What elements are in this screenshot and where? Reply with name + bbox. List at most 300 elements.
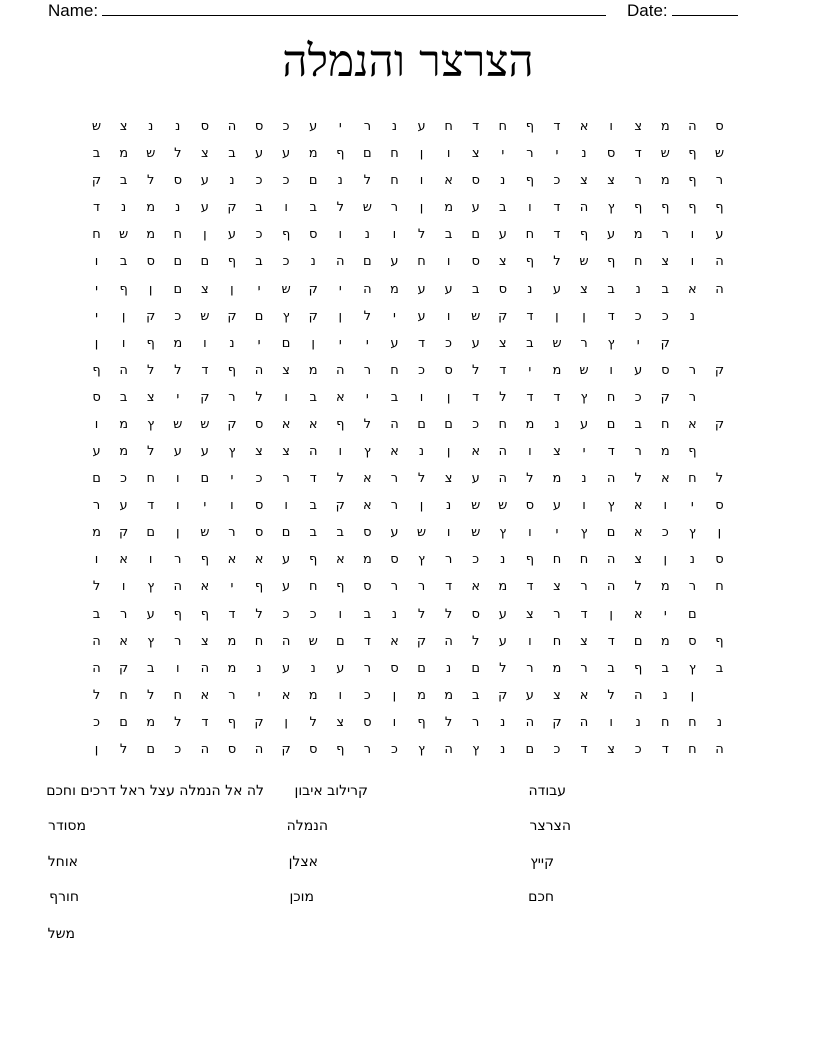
grid-letter: ץ bbox=[363, 444, 371, 460]
grid-letter: ל bbox=[147, 444, 155, 460]
grid-letter: ר bbox=[174, 633, 182, 649]
grid-letter: ן bbox=[392, 687, 397, 703]
grid-letter: א bbox=[308, 416, 318, 432]
grid-letter: ע bbox=[119, 498, 128, 514]
grid-letter: ד bbox=[526, 389, 534, 405]
grid-letter: ה bbox=[715, 281, 724, 297]
grid-letter: ד bbox=[417, 335, 426, 351]
grid-letter: נ bbox=[175, 119, 181, 135]
grid-letter: ש bbox=[200, 416, 210, 432]
grid-letter: ס bbox=[525, 498, 535, 514]
grid-letter: ם bbox=[606, 525, 616, 541]
grid-letter: ח bbox=[308, 579, 318, 595]
grid-letter: א bbox=[633, 498, 643, 514]
grid-letter: א bbox=[688, 416, 697, 432]
grid-letter: ף bbox=[227, 714, 237, 730]
grid-letter: כ bbox=[418, 362, 425, 378]
word-list-item: עבודה bbox=[528, 783, 566, 799]
grid-letter: צ bbox=[444, 471, 453, 487]
grid-letter: ף bbox=[417, 714, 426, 730]
grid-letter: ר bbox=[634, 173, 642, 189]
grid-letter: ל bbox=[444, 714, 453, 730]
grid-letter: ה bbox=[363, 281, 372, 297]
grid-letter: נ bbox=[364, 227, 370, 243]
grid-letter: ו bbox=[446, 308, 451, 324]
grid-letter: צ bbox=[119, 119, 128, 135]
grid-letter: י bbox=[501, 146, 505, 162]
word-list-item: קרילוב איבון bbox=[294, 783, 368, 799]
grid-letter: ק bbox=[714, 362, 725, 378]
grid-letter: ד bbox=[228, 606, 236, 622]
grid-letter: ח bbox=[688, 471, 697, 487]
grid-letter: ה bbox=[281, 633, 291, 649]
grid-letter: ע bbox=[282, 579, 291, 595]
grid-letter: ן bbox=[148, 281, 153, 297]
grid-letter: ם bbox=[363, 254, 372, 270]
grid-letter: ר bbox=[526, 146, 534, 162]
grid-letter: ו bbox=[690, 254, 695, 270]
grid-letter: ל bbox=[363, 173, 372, 189]
grid-letter: ח bbox=[417, 254, 426, 270]
grid-letter: ף bbox=[579, 227, 589, 243]
grid-letter: ף bbox=[606, 254, 616, 270]
grid-letter: ס bbox=[363, 525, 372, 541]
grid-letter: ם bbox=[417, 660, 426, 676]
grid-letter: מ bbox=[633, 227, 643, 243]
name-field bbox=[48, 0, 606, 21]
grid-letter: ס bbox=[688, 633, 697, 649]
grid-letter: נ bbox=[418, 444, 425, 460]
grid-letter: ה bbox=[200, 741, 210, 757]
grid-letter: ע bbox=[227, 227, 237, 243]
grid-letter: ב bbox=[499, 200, 507, 216]
grid-letter: ם bbox=[471, 227, 481, 243]
grid-letter: ס bbox=[498, 281, 507, 297]
grid-letter: ע bbox=[282, 146, 291, 162]
word-list-item: אוחל bbox=[47, 854, 78, 870]
grid-letter: ס bbox=[200, 119, 210, 135]
word-list-item: משל bbox=[47, 926, 75, 942]
grid-letter: מ bbox=[660, 633, 670, 649]
grid-letter: צ bbox=[553, 444, 561, 460]
grid-letter: ב bbox=[309, 498, 317, 514]
grid-letter: ה bbox=[444, 633, 453, 649]
grid-letter: ף bbox=[634, 200, 643, 216]
grid-letter: ע bbox=[607, 227, 616, 243]
grid-letter: ר bbox=[363, 741, 372, 757]
grid-letter: ו bbox=[609, 714, 613, 730]
grid-letter: ל bbox=[309, 714, 317, 730]
grid-letter: ש bbox=[552, 335, 562, 351]
grid-letter: כ bbox=[309, 606, 317, 622]
grid-letter: ב bbox=[634, 416, 642, 432]
grid-letter: ס bbox=[173, 173, 182, 189]
grid-letter: ב bbox=[119, 173, 128, 189]
grid-letter: ב bbox=[309, 200, 317, 216]
grid-letter: ס bbox=[92, 389, 101, 405]
grid-letter: ל bbox=[363, 416, 372, 432]
grid-letter: ל bbox=[634, 471, 642, 487]
grid-letter: ב bbox=[526, 335, 534, 351]
grid-letter: ה bbox=[525, 714, 535, 730]
grid-letter: ף bbox=[525, 552, 535, 568]
grid-letter: ח bbox=[390, 362, 399, 378]
grid-letter: ס bbox=[308, 741, 318, 757]
grid-letter: א bbox=[119, 552, 128, 568]
grid-letter: ס bbox=[254, 416, 264, 432]
grid-letter: צ bbox=[553, 687, 561, 703]
grid-letter: ל bbox=[472, 362, 480, 378]
grid-letter: ש bbox=[471, 498, 481, 514]
word-list-item: מסודר bbox=[48, 818, 86, 834]
grid-letter: ע bbox=[417, 281, 426, 297]
grid-letter: מ bbox=[362, 552, 372, 568]
grid-letter: מ bbox=[498, 579, 508, 595]
grid-letter: כ bbox=[282, 119, 290, 135]
grid-letter: ו bbox=[446, 254, 451, 270]
grid-letter: ע bbox=[146, 606, 155, 622]
grid-letter: נ bbox=[446, 660, 452, 676]
grid-letter: ה bbox=[336, 254, 345, 270]
grid-letter: ו bbox=[609, 119, 613, 135]
grid-letter: ע bbox=[444, 281, 453, 297]
grid-letter: ב bbox=[444, 227, 453, 243]
grid-letter: ם bbox=[363, 146, 372, 162]
grid-letter: ח bbox=[552, 552, 562, 568]
date-blank-line bbox=[672, 0, 738, 16]
grid-letter: י bbox=[95, 308, 98, 324]
grid-letter: ו bbox=[284, 498, 288, 514]
grid-letter: נ bbox=[662, 687, 668, 703]
grid-letter: ו bbox=[582, 498, 586, 514]
grid-letter: ח bbox=[390, 173, 399, 189]
grid-letter: ר bbox=[390, 579, 399, 595]
grid-letter: ו bbox=[663, 498, 668, 514]
grid-letter: ף bbox=[634, 660, 643, 676]
grid-letter: י bbox=[582, 444, 586, 460]
grid-letter: ב bbox=[607, 660, 615, 676]
grid-letter: ה bbox=[336, 362, 345, 378]
grid-letter: צ bbox=[282, 444, 290, 460]
grid-letter: כ bbox=[472, 416, 480, 432]
grid-letter: ד bbox=[553, 389, 561, 405]
grid-letter: א bbox=[200, 579, 210, 595]
grid-letter: ם bbox=[146, 741, 156, 757]
grid-letter: י bbox=[365, 335, 369, 351]
grid-letter: ר bbox=[282, 471, 290, 487]
grid-letter: צ bbox=[255, 444, 263, 460]
grid-letter: מ bbox=[660, 173, 670, 189]
grid-letter: צ bbox=[634, 119, 643, 135]
grid-letter: ק bbox=[335, 498, 345, 514]
grid-letter: א bbox=[200, 687, 210, 703]
grid-letter: ר bbox=[715, 173, 724, 189]
grid-letter: ק bbox=[119, 525, 129, 541]
grid-letter: ע bbox=[417, 119, 426, 135]
grid-letter: ר bbox=[634, 444, 642, 460]
grid-letter: ן bbox=[94, 741, 99, 757]
grid-letter: ח bbox=[146, 471, 155, 487]
grid-letter: נ bbox=[500, 741, 506, 757]
grid-letter: י bbox=[690, 498, 694, 514]
grid-letter: ו bbox=[446, 146, 451, 162]
grid-letter: ע bbox=[471, 471, 480, 487]
grid-letter: ס bbox=[471, 606, 480, 622]
grid-letter: נ bbox=[581, 471, 587, 487]
grid-letter: ע bbox=[282, 552, 291, 568]
grid-letter: ע bbox=[417, 308, 426, 324]
grid-letter: א bbox=[688, 281, 697, 297]
grid-letter: ק bbox=[308, 308, 318, 324]
grid-letter: ן bbox=[609, 606, 613, 622]
grid-letter: צ bbox=[201, 281, 209, 297]
grid-letter: ר bbox=[661, 227, 669, 243]
grid-letter: ק bbox=[308, 281, 318, 297]
grid-letter: א bbox=[335, 389, 345, 405]
grid-letter: ן bbox=[121, 308, 126, 324]
grid-letter: ל bbox=[472, 633, 480, 649]
grid-letter: ק bbox=[119, 660, 129, 676]
grid-letter: ן bbox=[338, 308, 343, 324]
grid-letter: ע bbox=[254, 146, 264, 162]
grid-letter: ד bbox=[147, 498, 155, 514]
grid-letter: צ bbox=[553, 579, 561, 595]
grid-letter: ב bbox=[715, 660, 724, 676]
grid-letter: מ bbox=[552, 660, 562, 676]
grid-letter: ן bbox=[284, 714, 288, 730]
grid-letter: ל bbox=[119, 741, 128, 757]
grid-letter: ף bbox=[525, 254, 535, 270]
grid-letter: ץ bbox=[580, 525, 588, 541]
grid-letter: מ bbox=[552, 471, 562, 487]
grid-letter: י bbox=[636, 335, 640, 351]
grid-letter: ל bbox=[634, 579, 642, 595]
grid-letter: ק bbox=[416, 633, 427, 649]
grid-letter: מ bbox=[119, 444, 129, 460]
grid-letter: ע bbox=[200, 444, 209, 460]
grid-letter: נ bbox=[716, 714, 723, 730]
grid-letter: ל bbox=[715, 471, 724, 487]
grid-letter: כ bbox=[174, 741, 182, 757]
grid-letter: כ bbox=[634, 389, 642, 405]
grid-letter: י bbox=[257, 335, 261, 351]
grid-letter: ה bbox=[390, 416, 399, 432]
grid-letter: ו bbox=[419, 173, 424, 189]
grid-letter: י bbox=[555, 525, 559, 541]
grid-letter: ץ bbox=[418, 741, 426, 757]
grid-letter: ע bbox=[173, 444, 182, 460]
grid-letter: ה bbox=[200, 660, 210, 676]
grid-letter: ב bbox=[255, 254, 263, 270]
name-blank-line bbox=[102, 0, 606, 16]
grid-letter: ה bbox=[633, 687, 643, 703]
grid-letter: נ bbox=[337, 173, 343, 189]
grid-letter: י bbox=[257, 687, 261, 703]
grid-letter: ה bbox=[579, 714, 589, 730]
grid-letter: ח bbox=[254, 633, 264, 649]
grid-letter: ו bbox=[284, 200, 288, 216]
grid-letter: ן bbox=[663, 552, 668, 568]
grid-letter: ם bbox=[281, 335, 291, 351]
grid-letter: מ bbox=[660, 579, 670, 595]
grid-letter: ו bbox=[528, 200, 532, 216]
grid-letter: צ bbox=[580, 173, 588, 189]
grid-letter: ש bbox=[91, 119, 102, 135]
grid-letter: ם bbox=[471, 660, 481, 676]
name-label: Name: bbox=[48, 1, 99, 20]
grid-letter: נ bbox=[500, 173, 506, 189]
grid-letter: נ bbox=[121, 200, 127, 216]
grid-letter: א bbox=[281, 416, 291, 432]
grid-letter: ה bbox=[688, 119, 697, 135]
grid-letter: צ bbox=[498, 254, 507, 270]
grid-letter: צ bbox=[471, 146, 480, 162]
grid-letter: ח bbox=[525, 227, 535, 243]
grid-letter: מ bbox=[660, 444, 670, 460]
grid-letter: ל bbox=[255, 606, 263, 622]
grid-letter: נ bbox=[581, 146, 587, 162]
grid-letter: ו bbox=[419, 389, 424, 405]
grid-letter: י bbox=[203, 498, 207, 514]
grid-letter: ב bbox=[363, 606, 372, 622]
grid-letter: ס bbox=[715, 119, 724, 135]
grid-letter: ח bbox=[715, 579, 724, 595]
grid-letter: ב bbox=[255, 200, 263, 216]
grid-letter: י bbox=[257, 281, 261, 297]
grid-letter: ף bbox=[281, 227, 291, 243]
grid-letter: י bbox=[176, 389, 180, 405]
grid-letter: ש bbox=[416, 525, 427, 541]
grid-letter: ח bbox=[633, 254, 643, 270]
grid-letter: נ bbox=[635, 281, 641, 297]
grid-letter: ן bbox=[311, 335, 315, 351]
grid-letter: ה bbox=[92, 660, 101, 676]
grid-letter: ר bbox=[688, 362, 697, 378]
grid-letter: ה bbox=[498, 471, 508, 487]
grid-letter: א bbox=[390, 633, 399, 649]
grid-letter: ר bbox=[472, 714, 480, 730]
grid-letter: ד bbox=[201, 714, 209, 730]
page-title: הצרצר והנמלה bbox=[282, 36, 534, 87]
grid-letter: ו bbox=[94, 254, 99, 270]
grid-letter: א bbox=[119, 633, 128, 649]
grid-letter: נ bbox=[148, 119, 154, 135]
grid-letter: ו bbox=[392, 714, 397, 730]
grid-letter: ל bbox=[147, 687, 155, 703]
grid-letter: ע bbox=[92, 444, 101, 460]
grid-letter: ר bbox=[92, 498, 101, 514]
grid-letter: ח bbox=[119, 687, 128, 703]
grid-letter: ל bbox=[92, 579, 101, 595]
grid-letter: ה bbox=[254, 362, 264, 378]
grid-letter: ץ bbox=[147, 633, 155, 649]
grid-letter: צ bbox=[607, 173, 615, 189]
grid-letter: ם bbox=[254, 308, 264, 324]
grid-letter: ו bbox=[338, 687, 343, 703]
grid-letter: ע bbox=[390, 335, 399, 351]
grid-letter: ע bbox=[471, 200, 480, 216]
grid-letter: ו bbox=[690, 227, 695, 243]
grid-letter: א bbox=[471, 444, 481, 460]
grid-letter: ר bbox=[688, 389, 697, 405]
grid-letter: ן bbox=[419, 498, 424, 514]
grid-letter: ע bbox=[471, 335, 480, 351]
grid-letter: ד bbox=[607, 308, 615, 324]
grid-letter: כ bbox=[282, 606, 290, 622]
grid-letter: ש bbox=[200, 525, 210, 541]
grid-letter: א bbox=[660, 471, 670, 487]
grid-letter: ו bbox=[528, 444, 532, 460]
grid-letter: ר bbox=[390, 498, 399, 514]
grid-letter: ף bbox=[336, 146, 345, 162]
grid-letter: ל bbox=[607, 687, 615, 703]
grid-letter: מ bbox=[92, 525, 101, 541]
grid-letter: ד bbox=[499, 362, 507, 378]
grid-letter: כ bbox=[120, 471, 128, 487]
grid-letter: ס bbox=[390, 660, 399, 676]
grid-letter: צ bbox=[607, 741, 615, 757]
grid-letter: ש bbox=[714, 146, 725, 162]
grid-letter: א bbox=[363, 498, 372, 514]
grid-letter: ל bbox=[526, 471, 534, 487]
grid-letter: ס bbox=[471, 173, 480, 189]
grid-letter: ם bbox=[525, 741, 535, 757]
grid-letter: ר bbox=[228, 525, 236, 541]
grid-letter: ץ bbox=[607, 498, 615, 514]
grid-letter: ק bbox=[552, 714, 562, 730]
grid-letter: ש bbox=[200, 308, 210, 324]
grid-letter: ע bbox=[390, 525, 399, 541]
grid-letter: כ bbox=[255, 173, 263, 189]
grid-letter: ל bbox=[553, 254, 561, 270]
grid-letter: ע bbox=[634, 362, 643, 378]
grid-letter: ח bbox=[92, 227, 101, 243]
grid-letter: כ bbox=[93, 714, 100, 730]
grid-letter: ו bbox=[230, 498, 234, 514]
grid-letter: מ bbox=[444, 200, 454, 216]
grid-letter: ץ bbox=[607, 200, 615, 216]
grid-letter: ל bbox=[417, 471, 426, 487]
grid-letter: ד bbox=[553, 200, 561, 216]
grid-letter: ד bbox=[472, 119, 480, 135]
grid-letter: ע bbox=[336, 660, 345, 676]
grid-letter: ה bbox=[308, 444, 318, 460]
grid-letter: א bbox=[390, 444, 399, 460]
grid-letter: א bbox=[281, 687, 291, 703]
grid-letter: ל bbox=[92, 687, 101, 703]
grid-letter: ן bbox=[176, 525, 180, 541]
grid-letter: ע bbox=[390, 254, 399, 270]
grid-letter: נ bbox=[256, 660, 262, 676]
grid-letter: ח bbox=[606, 389, 616, 405]
grid-letter: ר bbox=[363, 660, 372, 676]
grid-letter: ח bbox=[688, 741, 697, 757]
grid-letter: ב bbox=[309, 525, 317, 541]
grid-letter: ק bbox=[227, 308, 237, 324]
grid-letter: ם bbox=[633, 633, 643, 649]
grid-letter: ע bbox=[525, 687, 534, 703]
grid-letter: ן bbox=[419, 146, 424, 162]
grid-letter: ף bbox=[525, 173, 535, 189]
word-list-item: מוכן bbox=[289, 889, 314, 905]
grid-letter: ל bbox=[174, 362, 182, 378]
grid-letter: כ bbox=[445, 335, 453, 351]
grid-letter: ם bbox=[308, 173, 318, 189]
grid-letter: ע bbox=[200, 173, 209, 189]
grid-letter: ן bbox=[555, 308, 559, 324]
grid-letter: ף bbox=[227, 254, 237, 270]
grid-letter: צ bbox=[661, 254, 670, 270]
